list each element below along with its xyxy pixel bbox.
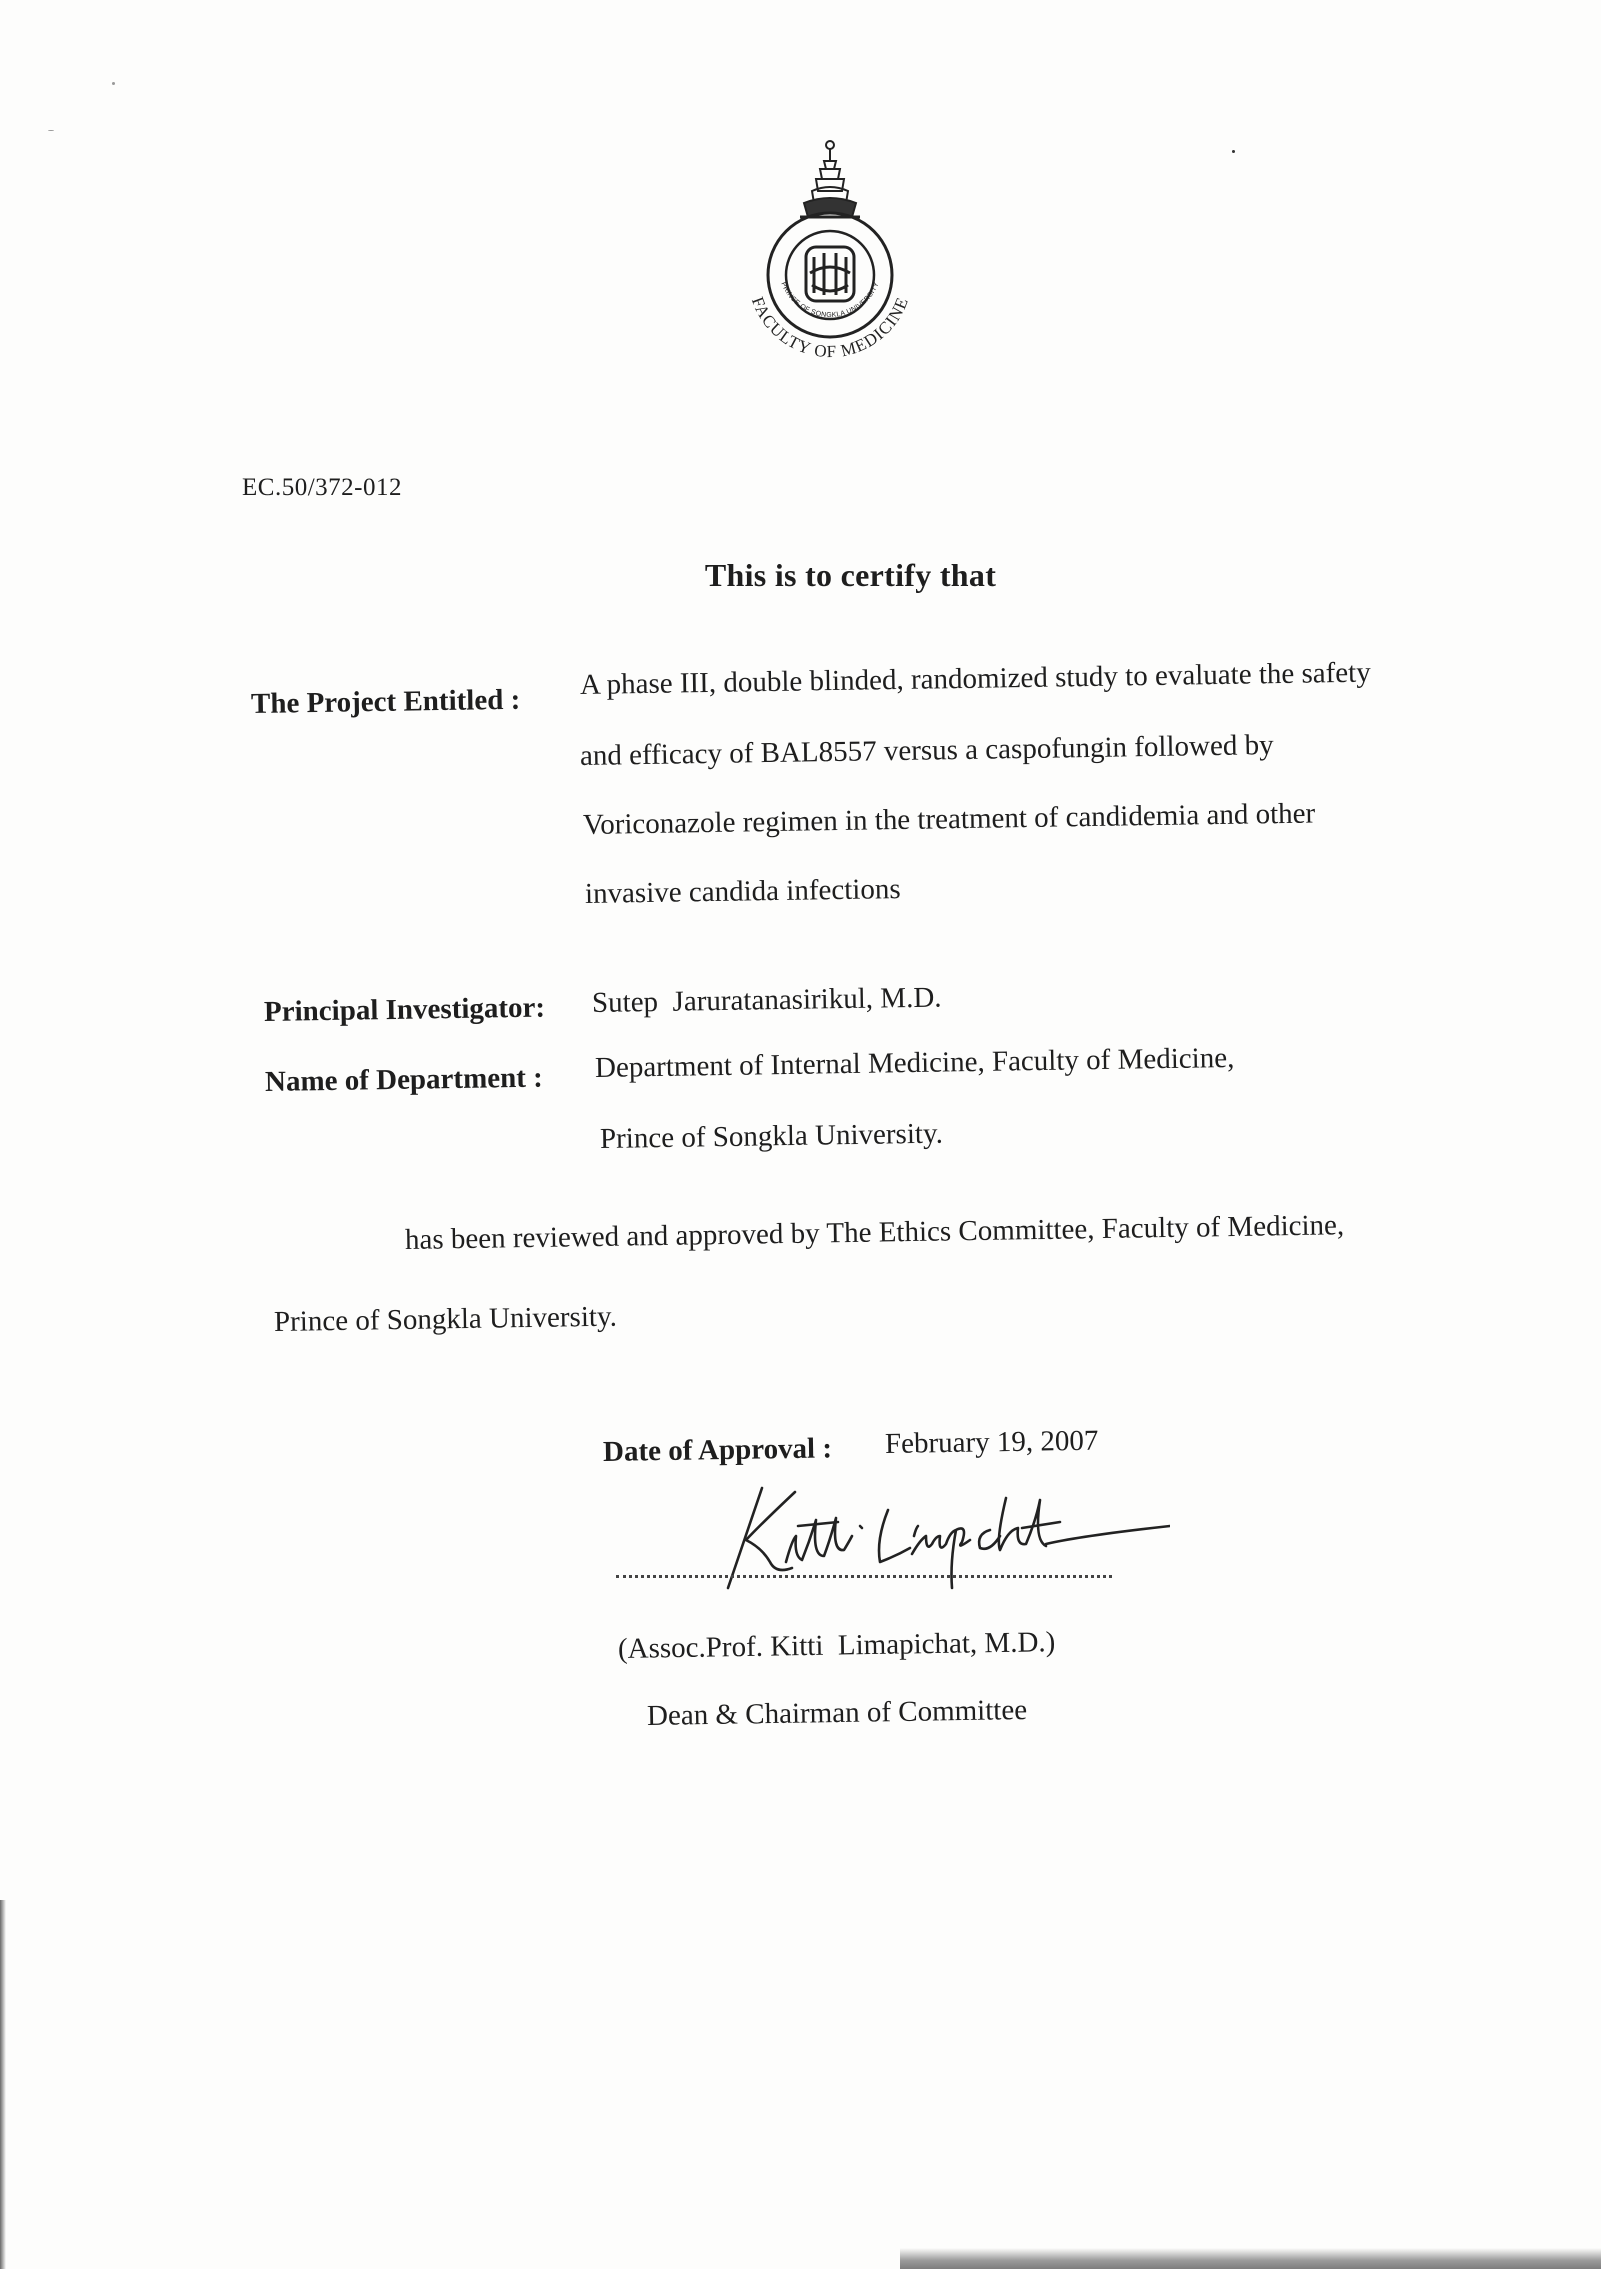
- project-title-line: invasive candida infections: [584, 873, 901, 910]
- investigator-name: Sutep Jaruratanasirikul, M.D.: [591, 981, 942, 1019]
- project-title-line: Voriconazole regimen in the treatment of candidemia and other: [582, 797, 1316, 841]
- signatory-name: (Assoc.Prof. Kitti Limapichat, M.D.): [617, 1626, 1056, 1665]
- approval-date: February 19, 2007: [884, 1424, 1099, 1460]
- scan-speck: [112, 82, 115, 85]
- approval-statement-line: Prince of Songkla University.: [273, 1300, 618, 1338]
- handwritten-signature: [700, 1470, 1170, 1600]
- project-label: The Project Entitled :: [250, 683, 521, 720]
- investigator-label: Principal Investigator:: [263, 991, 546, 1028]
- seal-inner-text: PRINCE OF SONGKLA UNIVERSITY: [779, 281, 881, 320]
- scan-bottom-shadow: [900, 2248, 1601, 2269]
- signatory-title: Dean & Chairman of Committee: [646, 1694, 1028, 1732]
- department-label: Name of Department :: [264, 1061, 544, 1098]
- approval-date-label: Date of Approval :: [602, 1432, 833, 1468]
- department-line: Department of Internal Medicine, Faculty of Medicine,: [594, 1041, 1235, 1084]
- reference-number: EC.50/372-012: [242, 474, 402, 501]
- approval-statement-line: has been reviewed and approved by The Ethics Committee, Faculty of Medicine,: [404, 1209, 1345, 1256]
- scan-speck: [1232, 150, 1235, 153]
- certificate-heading: This is to certify that: [704, 557, 997, 593]
- faculty-seal-icon: [720, 135, 940, 385]
- svg-text:FACULTY OF MEDICINE: [748, 294, 912, 361]
- scan-speck: [48, 130, 54, 131]
- project-title-line: A phase III, double blinded, randomized study to evaluate the safety: [579, 656, 1371, 701]
- seal-outer-text: FACULTY OF MEDICINE: [747, 294, 913, 362]
- scan-edge-shadow: [0, 1900, 6, 2269]
- signature-dotted-line: [616, 1575, 1112, 1578]
- project-title-line: and efficacy of BAL8557 versus a caspofungin followed by: [579, 729, 1274, 772]
- department-line: Prince of Songkla University.: [599, 1117, 944, 1155]
